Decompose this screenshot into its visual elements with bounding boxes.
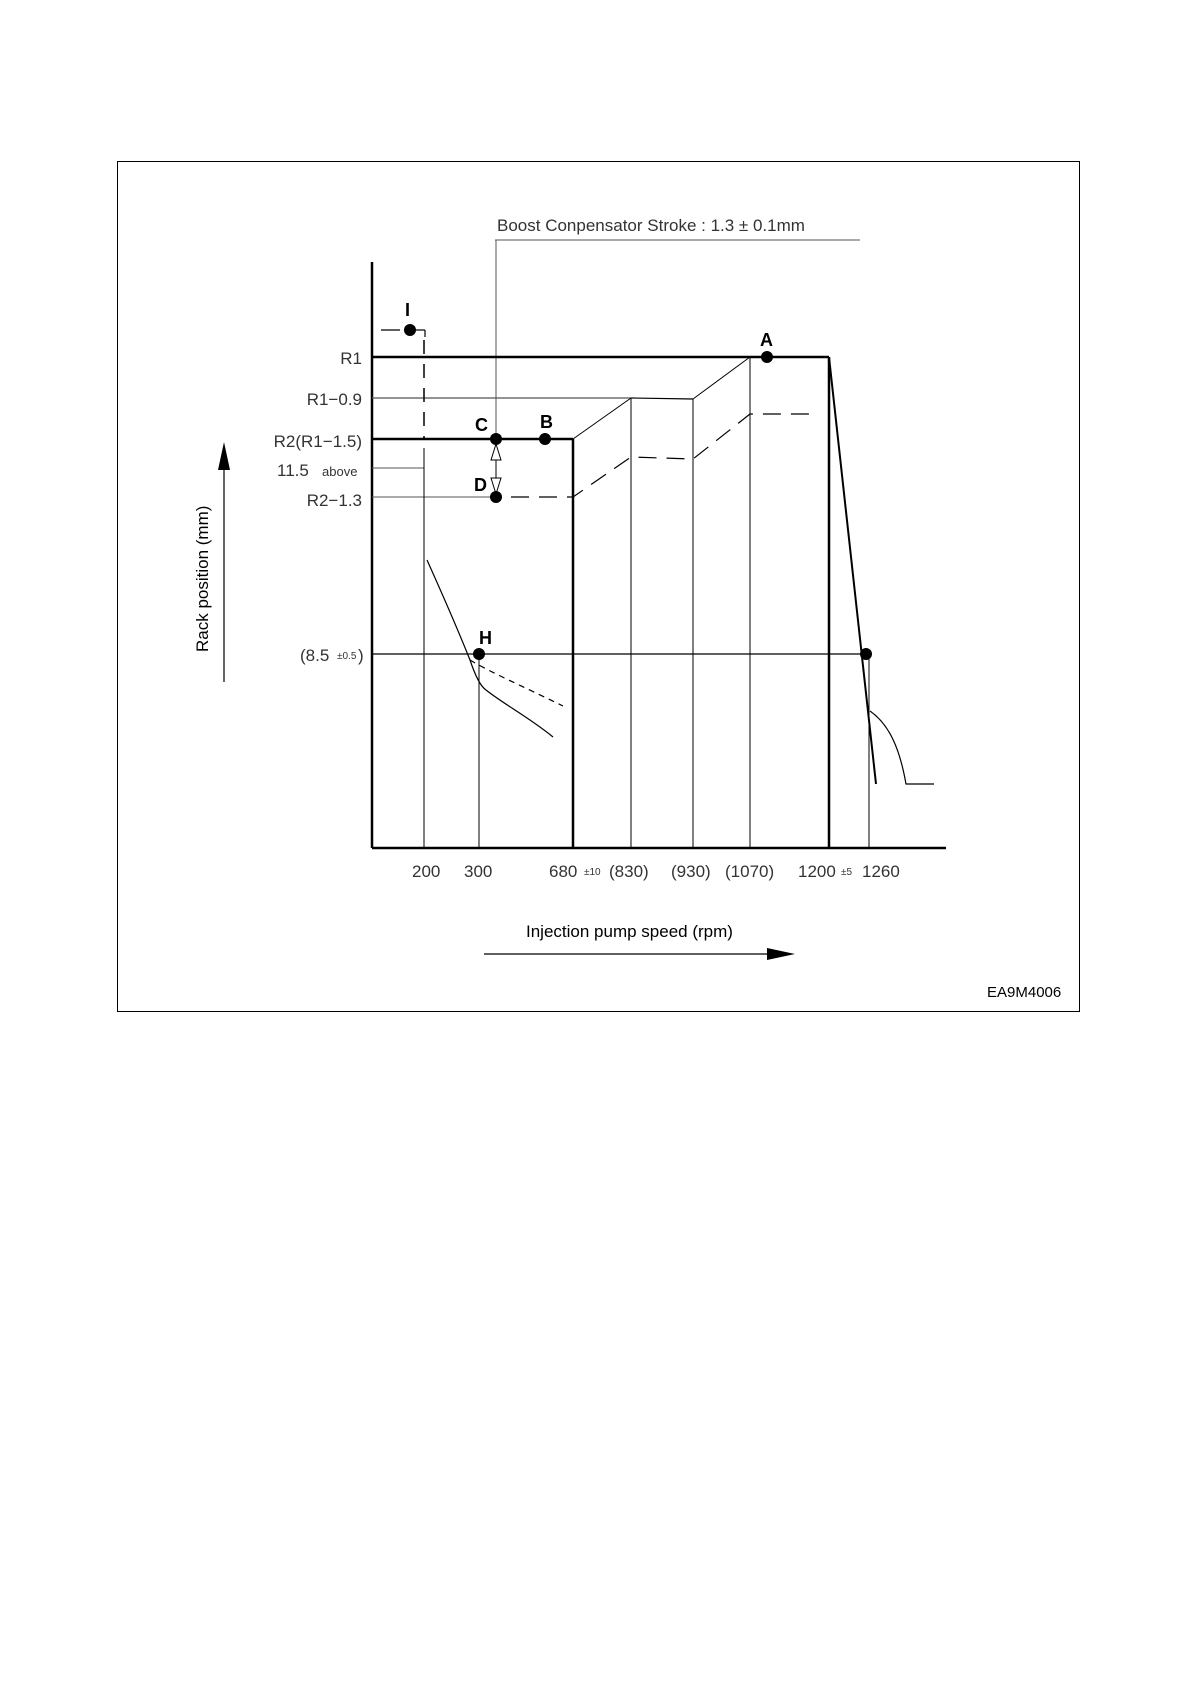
x-label-1200-tolerance: ±5 bbox=[841, 867, 853, 878]
x-label-200: 200 bbox=[412, 862, 441, 881]
y-arrow-head-icon bbox=[218, 442, 230, 470]
y-label-h-level: (8.5 bbox=[300, 646, 330, 665]
boost-off-dashed-curve bbox=[511, 414, 818, 497]
y-label-above: above bbox=[322, 464, 358, 479]
point-h bbox=[473, 648, 485, 660]
high-idle-curve bbox=[870, 711, 934, 784]
idle-curve-solid bbox=[427, 560, 553, 737]
point-label-d: D bbox=[474, 475, 487, 495]
x-label-1070: (1070) bbox=[725, 862, 775, 881]
boost-slope-1 bbox=[573, 398, 631, 439]
point-label-h: H bbox=[479, 628, 492, 648]
point-label-i: I bbox=[405, 300, 411, 320]
y-label-r1-minus-0-9: R1−0.9 bbox=[306, 390, 362, 409]
annotation-text: Boost Conpensator Stroke : 1.3 ± 0.1mm bbox=[497, 216, 805, 235]
point-label-c: C bbox=[475, 415, 488, 435]
x-label-830: (830) bbox=[609, 862, 649, 881]
high-speed-droop-line bbox=[829, 357, 876, 784]
figure-code: EA9M4006 bbox=[987, 984, 1062, 1001]
x-arrow-head-icon bbox=[767, 948, 795, 960]
idle-curve-dashed bbox=[470, 660, 563, 706]
y-label-11-5: 11.5 bbox=[277, 461, 309, 480]
point-a bbox=[761, 351, 773, 363]
y-label-h-tolerance: ±0.5 bbox=[337, 651, 357, 662]
y-label-r1: R1 bbox=[340, 349, 362, 368]
c-d-arrow-up-icon bbox=[491, 444, 501, 460]
point-b bbox=[539, 433, 551, 445]
x-axis-title: Injection pump speed (rpm) bbox=[526, 922, 733, 941]
y-label-h-close: ) bbox=[358, 646, 364, 665]
x-label-680-tolerance: ±10 bbox=[584, 867, 601, 878]
point-c bbox=[490, 433, 502, 445]
point-label-a: A bbox=[760, 330, 773, 350]
point-i bbox=[404, 324, 416, 336]
point-d bbox=[490, 491, 502, 503]
y-axis-title: Rack position (mm) bbox=[193, 505, 212, 652]
y-label-r2: R2(R1−1.5) bbox=[273, 432, 362, 451]
x-label-680: 680 bbox=[549, 862, 578, 881]
r1-minus-0-9-plateau bbox=[631, 398, 693, 399]
x-label-1200: 1200 bbox=[798, 862, 836, 881]
boost-slope-2 bbox=[693, 357, 750, 399]
x-label-930: (930) bbox=[671, 862, 711, 881]
point-label-b: B bbox=[540, 412, 553, 432]
x-label-1260: 1260 bbox=[862, 862, 900, 881]
x-label-300: 300 bbox=[464, 862, 493, 881]
point-high-idle bbox=[860, 648, 872, 660]
y-label-r2-minus-1-3: R2−1.3 bbox=[306, 491, 362, 510]
